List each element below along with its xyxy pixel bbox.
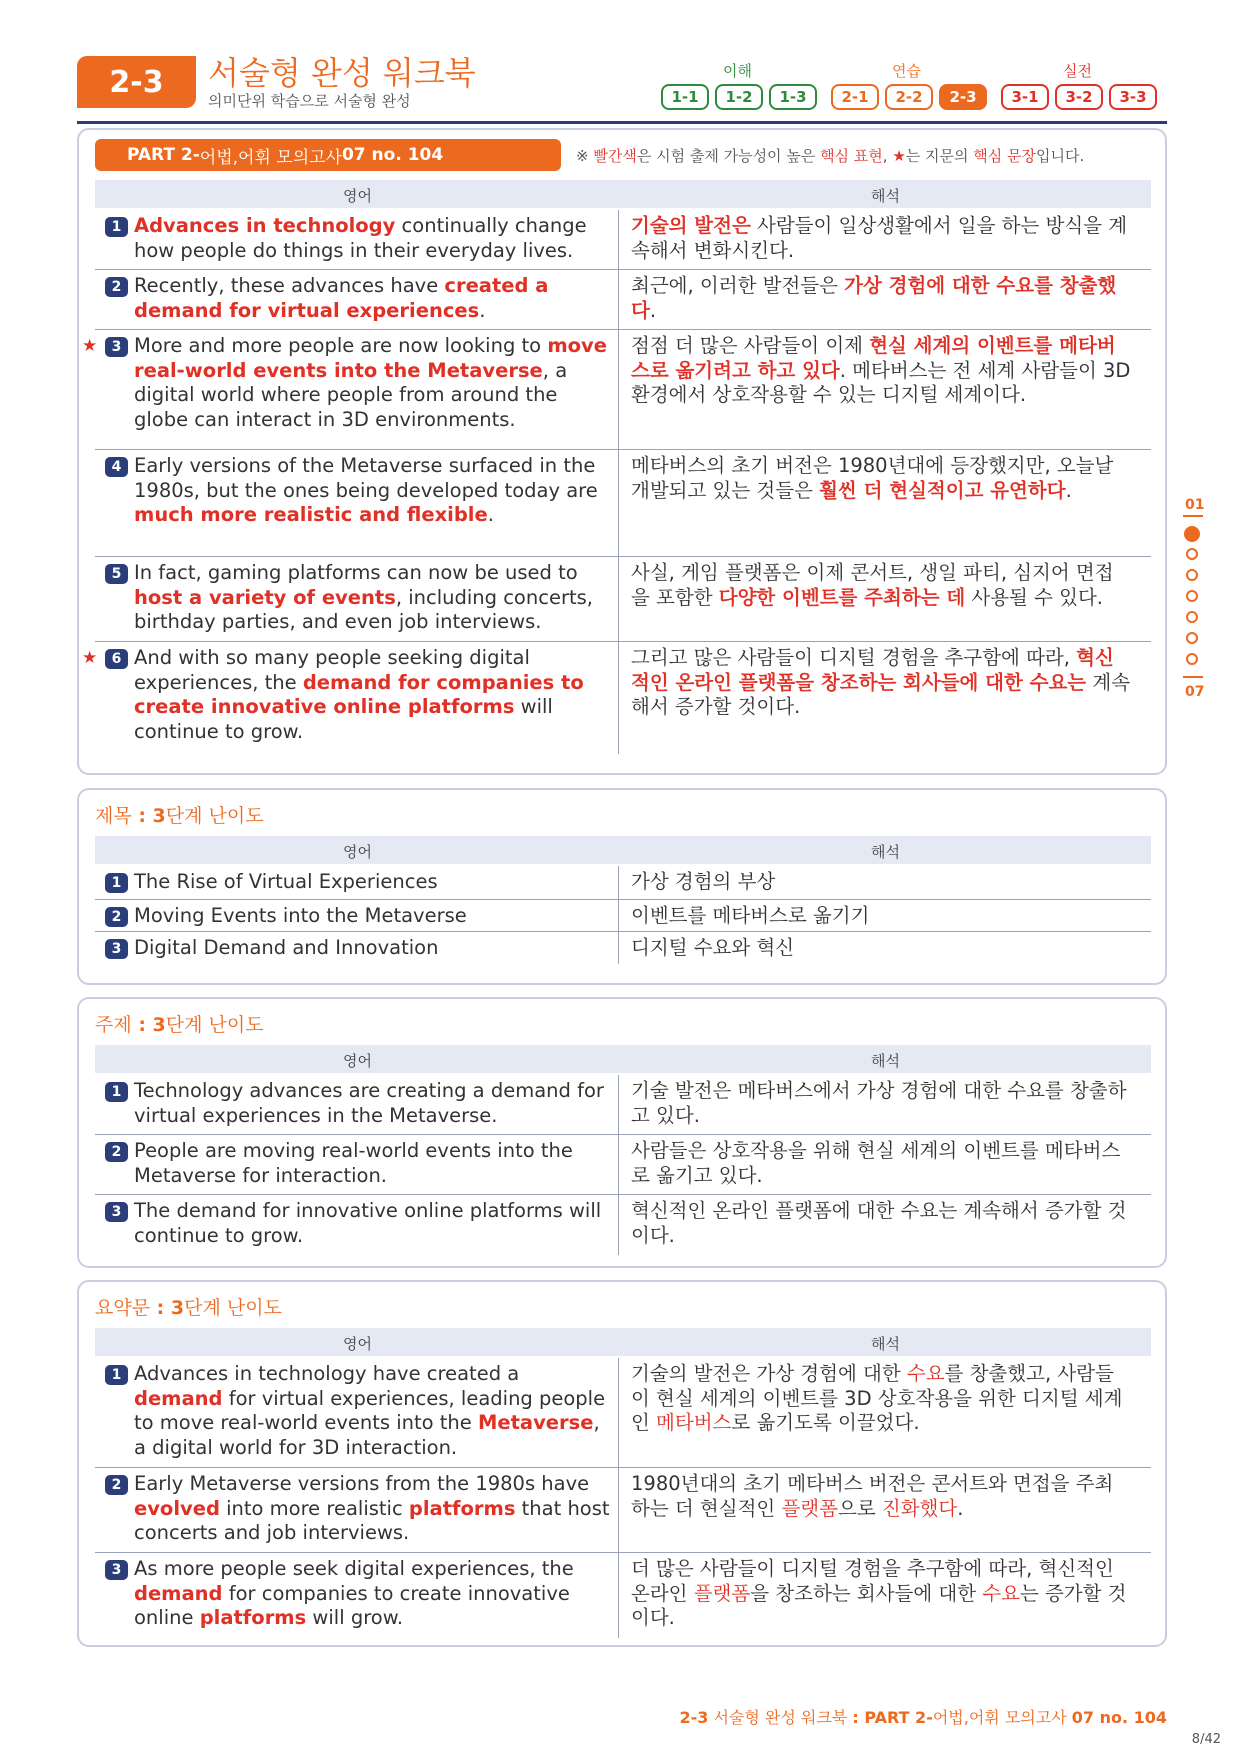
english-cell xyxy=(95,270,619,329)
korean-cell xyxy=(619,557,1139,641)
col-header-korean: 해석 xyxy=(871,1335,900,1353)
key-expression: demand for companies to create innovative online platforms xyxy=(134,670,584,718)
page-subtitle: 의미단위 학습으로 서술형 완성 xyxy=(208,92,411,110)
korean-cell xyxy=(619,1075,1139,1134)
korean-text: 혁신적인 온라인 플랫폼에 대한 수요는 계속해서 증가할 것이다. xyxy=(631,1199,1127,1247)
table-row xyxy=(95,270,1151,330)
summary-label: 요약문 xyxy=(95,1297,151,1319)
key-expression: 다양한 이벤트를 주최하는 데 xyxy=(718,585,966,609)
korean-cell xyxy=(619,642,1139,754)
key-expression: 수요 xyxy=(906,1362,945,1385)
korean-text: . xyxy=(649,298,657,322)
key-expression: demand xyxy=(134,1386,223,1410)
passage-panel xyxy=(77,128,1167,775)
note-key-expression: 핵심 표현 xyxy=(820,147,883,165)
korean-text: 계속해서 증가할 것이다. xyxy=(631,670,1131,718)
topic-label: 주제 xyxy=(95,1014,132,1036)
table-row xyxy=(95,557,1151,642)
page-title: 서술형 완성 워크북 xyxy=(208,54,476,92)
star-icon: ★ xyxy=(82,336,98,356)
sentence-number: 1 xyxy=(105,217,128,237)
table-header xyxy=(95,1328,1151,1356)
korean-cell xyxy=(619,1135,1139,1194)
english-text: The demand for innovative online platforms will continue to grow. xyxy=(134,1199,602,1247)
star-icon: ★ xyxy=(892,147,906,165)
korean-cell xyxy=(619,1195,1139,1255)
key-expression: host a variety of events xyxy=(134,585,396,609)
key-expression: 기술의 발전은 xyxy=(631,214,751,237)
english-text: , a digital world where people from around the globe can interact in 3D environments. xyxy=(134,358,568,431)
key-expression: move real-world events into the Metaverse xyxy=(134,334,607,382)
summary-rows xyxy=(95,1358,1151,1638)
korean-cell xyxy=(619,900,1139,931)
sentence-number: 1 xyxy=(105,1365,128,1385)
english-text: Early versions of the Metaverse surfaced in the 1980s, but the ones being developed today are xyxy=(134,454,598,502)
table-row xyxy=(95,866,1151,900)
english-text: that host concerts and job interviews. xyxy=(134,1496,610,1544)
sentence-number: 1 xyxy=(105,1082,128,1102)
english-cell xyxy=(95,1075,619,1134)
summary-panel xyxy=(77,1280,1167,1647)
topic-level-bold: : 3 xyxy=(131,1014,166,1036)
sentence-number: 1 xyxy=(105,873,128,893)
table-header xyxy=(95,180,1151,208)
korean-text: 가상 경험의 부상 xyxy=(631,870,776,893)
title-level-bold: : 3 xyxy=(131,805,166,827)
col-header-english: 영어 xyxy=(343,187,372,205)
korean-cell xyxy=(619,866,1139,899)
english-text: Recently, these advances have xyxy=(134,274,445,297)
korean-text: 기술의 발전은 가상 경험에 대한 xyxy=(631,1362,907,1385)
korean-text: 를 창출했고, 사람들이 현실 세계의 이벤트를 3D 상호작용을 위한 디지털 세계인 xyxy=(631,1362,1123,1434)
sidenav-start: 01 xyxy=(1185,497,1205,513)
col-header-english: 영어 xyxy=(343,1052,372,1070)
korean-text: 그리고 많은 사람들이 디지털 경험을 추구함에 따라, xyxy=(631,646,1077,669)
table-row xyxy=(95,1358,1151,1468)
sidenav-dot[interactable] xyxy=(1186,548,1198,560)
korean-text: 메타버스의 초기 버전은 1980년대에 등장했지만, 오늘날 개발되고 있는 것들은 xyxy=(631,454,1114,502)
korean-text: 사용될 수 있다. xyxy=(965,585,1103,609)
note-text-a: 은 시험 출제 가능성이 높은 xyxy=(636,147,821,165)
col-header-korean: 해석 xyxy=(871,187,900,205)
chip-2-3[interactable]: 2-3 xyxy=(939,84,987,110)
english-cell xyxy=(95,1135,619,1194)
sentence-number: 2 xyxy=(105,1142,128,1162)
sidenav-end: 07 xyxy=(1185,684,1205,700)
topic-rows xyxy=(95,1075,1151,1255)
footer-code: 2-3 xyxy=(679,1708,709,1727)
col-header-english: 영어 xyxy=(343,1335,372,1353)
note-key-sentence: 핵심 문장 xyxy=(973,147,1037,165)
key-expression: 가상 경험에 대한 수요를 창출했다 xyxy=(631,274,1117,322)
key-expression: demand xyxy=(134,1581,223,1605)
english-text: Technology advances are creating a demand for virtual experiences in the Metaverse. xyxy=(134,1079,604,1127)
korean-cell xyxy=(619,932,1139,964)
table-row xyxy=(82,330,1151,450)
note-red-color: 빨간색 xyxy=(593,147,637,165)
korean-text: 사실, 게임 플랫폼은 이제 콘서트, 생일 파티, 심지어 면접을 포함한 xyxy=(631,561,1114,609)
korean-text: 이벤트를 메타버스로 옮기기 xyxy=(631,904,870,927)
sentence-number: 5 xyxy=(105,564,128,584)
topic-level-rest: 단계 난이도 xyxy=(165,1014,264,1036)
key-expression: 현실 세계의 이벤트를 메타버스로 옮기려고 하고 있다 xyxy=(631,334,1116,382)
korean-cell xyxy=(619,330,1139,449)
korean-text: 더 많은 사람들이 디지털 경험을 추구함에 따라, 혁신적인 온라인 xyxy=(631,1557,1114,1605)
sentence-number: 2 xyxy=(105,907,128,927)
sidenav-rule-bottom xyxy=(1183,676,1203,678)
key-expression: 메타버스 xyxy=(656,1411,732,1434)
english-text: continually change how people do things in their everyday lives. xyxy=(134,214,587,262)
title-section-heading xyxy=(95,801,264,828)
key-expression: 혁신적인 온라인 플랫폼을 창조하는 회사들에 대한 수요는 xyxy=(631,646,1114,694)
english-cell xyxy=(95,450,619,556)
english-cell xyxy=(95,1553,619,1638)
table-row xyxy=(95,1075,1151,1135)
table-row xyxy=(95,932,1151,964)
table-row xyxy=(82,642,1151,754)
english-text: will grow. xyxy=(306,1606,404,1629)
key-expression: 플랫폼 xyxy=(781,1496,838,1520)
english-text: More and more people are now looking to xyxy=(134,334,548,357)
part-badge-mid: 어법,어휘 모의고사 xyxy=(199,147,342,168)
english-cell xyxy=(95,1195,619,1255)
passage-rows xyxy=(82,210,1151,754)
english-text: In fact, gaming platforms can now be used to xyxy=(134,561,578,584)
english-cell xyxy=(82,330,619,449)
table-row xyxy=(95,900,1151,932)
english-cell xyxy=(95,1358,619,1467)
footer-part-name: 어법,어휘 모의고사 xyxy=(932,1708,1072,1727)
summary-section-heading xyxy=(95,1293,282,1320)
page-number: 8/42 xyxy=(1191,1732,1221,1747)
korean-text: 는 증가할 것이다. xyxy=(631,1581,1127,1629)
english-text: for virtual experiences, leading people to move real-world events into the xyxy=(134,1386,606,1434)
key-expression: created a demand for virtual experiences xyxy=(134,274,549,322)
title-level-rest: 단계 난이도 xyxy=(165,805,264,827)
chip-3-2[interactable]: 3-2 xyxy=(1055,84,1103,110)
english-text: . xyxy=(487,503,494,526)
section-badge: 2-3 xyxy=(77,56,196,108)
korean-text: 기술 발전은 메타버스에서 가상 경험에 대한 수요를 창출하고 있다. xyxy=(631,1079,1127,1127)
chip-3-3[interactable]: 3-3 xyxy=(1109,84,1157,110)
english-cell xyxy=(95,932,619,964)
star-icon: ★ xyxy=(82,648,98,668)
note-text-b: , xyxy=(882,147,893,165)
table-header xyxy=(95,836,1151,864)
table-row xyxy=(95,1553,1151,1638)
key-expression: 진화했다 xyxy=(881,1496,958,1520)
korean-text: . xyxy=(957,1496,964,1520)
sentence-number: 3 xyxy=(105,939,128,959)
sentence-number: 2 xyxy=(105,1475,128,1495)
korean-cell xyxy=(619,450,1139,556)
sidenav-dot-active[interactable] xyxy=(1184,526,1200,542)
stage-label-practice: 연습 xyxy=(892,62,921,80)
korean-cell xyxy=(619,270,1139,329)
english-text: , including concerts, birthday parties, and even job interviews. xyxy=(134,585,593,633)
english-cell xyxy=(95,210,619,269)
english-text: Digital Demand and Innovation xyxy=(134,936,439,959)
sidenav-dot[interactable] xyxy=(1186,590,1198,602)
title-label: 제목 xyxy=(95,805,132,827)
sentence-number: 4 xyxy=(105,457,128,477)
korean-text: 디지털 수요와 혁신 xyxy=(631,936,795,959)
table-row xyxy=(95,210,1151,270)
korean-cell xyxy=(619,210,1139,269)
english-text: will continue to grow. xyxy=(134,695,553,743)
english-text: into more realistic xyxy=(219,1496,409,1520)
table-row xyxy=(95,1468,1151,1553)
sentence-number: 2 xyxy=(105,277,128,297)
chip-1-3[interactable]: 1-3 xyxy=(769,84,817,110)
key-expression: Advances in technology xyxy=(134,214,396,237)
english-cell xyxy=(95,866,619,899)
english-cell xyxy=(82,642,619,754)
english-text: As more people seek digital experiences, the xyxy=(134,1557,574,1580)
sidenav-rule-top xyxy=(1183,515,1203,517)
sidenav-dot[interactable] xyxy=(1186,611,1198,623)
korean-text: 사람들은 상호작용을 위해 현실 세계의 이벤트를 메타버스로 옮기고 있다. xyxy=(631,1139,1121,1187)
sentence-number: 3 xyxy=(105,1202,128,1222)
sidenav-dot[interactable] xyxy=(1186,569,1198,581)
title-panel xyxy=(77,788,1167,985)
sentence-number: 6 xyxy=(105,649,128,669)
sentence-number: 3 xyxy=(105,337,128,357)
chip-3-1[interactable]: 3-1 xyxy=(1001,84,1049,110)
english-text: for companies to create innovative online xyxy=(134,1581,570,1629)
stage-label-real: 실전 xyxy=(1063,62,1092,80)
header-divider xyxy=(77,121,1167,124)
korean-text: 로 옮기도록 이끌었다. xyxy=(731,1411,920,1434)
korean-text: 사람들이 일상생활에서 일을 하는 방식을 계속해서 변화시킨다. xyxy=(631,214,1128,262)
stage-label-understand: 이해 xyxy=(723,62,752,80)
topic-panel xyxy=(77,997,1167,1268)
english-text: , a digital world for 3D interaction. xyxy=(134,1411,600,1459)
key-expression: platforms xyxy=(408,1496,516,1520)
col-header-korean: 해석 xyxy=(871,843,900,861)
chip-2-1[interactable]: 2-1 xyxy=(831,84,879,110)
key-expression: platforms xyxy=(199,1606,307,1629)
english-cell xyxy=(95,1468,619,1552)
table-row xyxy=(95,1195,1151,1255)
korean-cell xyxy=(619,1553,1139,1638)
key-expression: 훨씬 더 현실적이고 유연하다 xyxy=(819,478,1066,502)
english-cell xyxy=(95,900,619,931)
note-text-d: 입니다. xyxy=(1036,147,1085,165)
footer-caption xyxy=(679,1705,1167,1728)
table-row xyxy=(95,1135,1151,1195)
summary-level-bold: : 3 xyxy=(150,1297,185,1319)
korean-text: 1980년대의 초기 메타버스 버전은 콘서트와 면접을 주최하는 더 현실적인 xyxy=(631,1472,1114,1520)
english-cell xyxy=(95,557,619,641)
korean-text: 최근에, 이러한 발전들은 xyxy=(631,274,845,297)
col-header-korean: 해석 xyxy=(871,1052,900,1070)
english-text: . xyxy=(479,298,486,322)
english-text: Early Metaverse versions from the 1980s have xyxy=(134,1472,590,1495)
part-badge-end: 07 no. 104 xyxy=(341,145,444,165)
legend-note xyxy=(576,145,1084,166)
korean-text: . 메타버스는 전 세계 사람들이 3D 환경에서 상호작용할 수 있는 디지털 세계이다. xyxy=(631,358,1131,406)
chip-1-1[interactable]: 1-1 xyxy=(661,84,709,110)
note-prefix: ※ xyxy=(576,147,594,165)
english-text: Advances in technology have created a xyxy=(134,1362,520,1385)
korean-cell xyxy=(619,1358,1139,1467)
col-header-english: 영어 xyxy=(343,843,372,861)
part-badge xyxy=(95,139,561,171)
note-text-c: 는 지문의 xyxy=(905,147,974,165)
footer-title: 서술형 완성 워크북 xyxy=(708,1708,853,1727)
footer-number: 07 no. 104 xyxy=(1071,1708,1167,1727)
sentence-number: 3 xyxy=(105,1560,128,1580)
chip-2-2[interactable]: 2-2 xyxy=(885,84,933,110)
korean-text: 을 창조하는 회사들에 대한 xyxy=(750,1581,983,1605)
key-expression: much more realistic and flexible xyxy=(134,503,488,526)
korean-text: 점점 더 많은 사람들이 이제 xyxy=(631,334,870,357)
sidenav-dot[interactable] xyxy=(1186,632,1198,644)
korean-text: . xyxy=(1065,478,1072,502)
chip-1-2[interactable]: 1-2 xyxy=(715,84,763,110)
english-text: Moving Events into the Metaverse xyxy=(134,904,467,927)
table-row xyxy=(95,450,1151,557)
english-text: People are moving real-world events into the Metaverse for interaction. xyxy=(134,1139,573,1187)
english-text: The Rise of Virtual Experiences xyxy=(134,870,438,893)
table-header xyxy=(95,1045,1151,1073)
topic-section-heading xyxy=(95,1010,264,1037)
key-expression: 플랫폼 xyxy=(693,1581,751,1605)
footer-part: : PART 2- xyxy=(852,1708,933,1727)
korean-cell xyxy=(619,1468,1139,1552)
summary-level-rest: 단계 난이도 xyxy=(184,1297,282,1319)
part-badge-bold: PART 2- xyxy=(127,145,200,165)
key-expression: 수요 xyxy=(982,1581,1020,1605)
key-expression: Metaverse xyxy=(477,1411,594,1434)
korean-text: 으로 xyxy=(837,1496,882,1520)
key-expression: evolved xyxy=(134,1496,220,1520)
english-text: And with so many people seeking digital experiences, the xyxy=(134,646,530,694)
sidenav-dot[interactable] xyxy=(1186,653,1198,665)
title-rows xyxy=(95,866,1151,964)
